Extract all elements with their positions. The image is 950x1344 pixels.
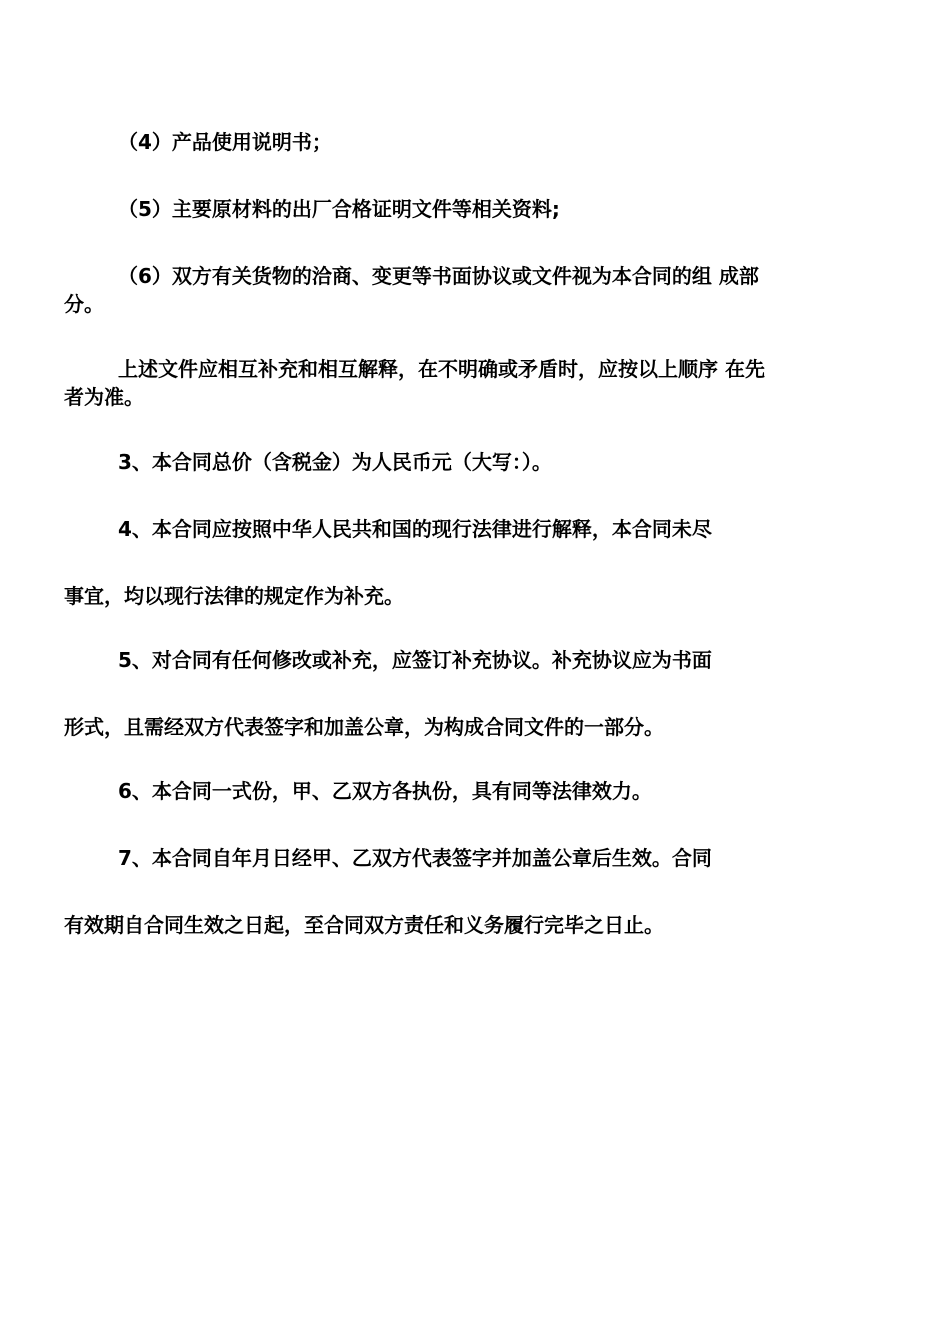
- precedence-paragraph-line-1: 上述文件应相互补充和相互解释，在不明确或矛盾时，应按以上顺序 在先: [118, 357, 765, 381]
- clause-5-line-1: 5、对合同有任何修改或补充，应签订补充协议。补充协议应为书面: [118, 648, 712, 672]
- list-item-4: （4）产品使用说明书；: [118, 130, 332, 154]
- clause-4-line-1: 4、本合同应按照中华人民共和国的现行法律进行解释，本合同未尽: [118, 517, 712, 541]
- precedence-paragraph-line-2: 者为准。: [64, 385, 144, 409]
- clause-3: 3、本合同总价（含税金）为人民币元（大写：）。: [118, 450, 552, 474]
- clause-7-line-2: 有效期自合同生效之日起，至合同双方责任和义务履行完毕之日止。: [64, 913, 664, 937]
- clause-6: 6、本合同一式份，甲、乙双方各执份，具有同等法律效力。: [118, 779, 652, 803]
- list-item-6-line-1: （6）双方有关货物的洽商、变更等书面协议或文件视为本合同的组 成部: [118, 264, 759, 288]
- list-item-5: （5）主要原材料的出厂合格证明文件等相关资料;: [118, 197, 560, 221]
- list-item-6-line-2: 分。: [64, 292, 104, 316]
- clause-5-line-2: 形式，且需经双方代表签字和加盖公章，为构成合同文件的一部分。: [64, 715, 664, 739]
- clause-4-line-2: 事宜，均以现行法律的规定作为补充。: [64, 584, 404, 608]
- clause-7-line-1: 7、本合同自年月日经甲、乙双方代表签字并加盖公章后生效。合同: [118, 846, 712, 870]
